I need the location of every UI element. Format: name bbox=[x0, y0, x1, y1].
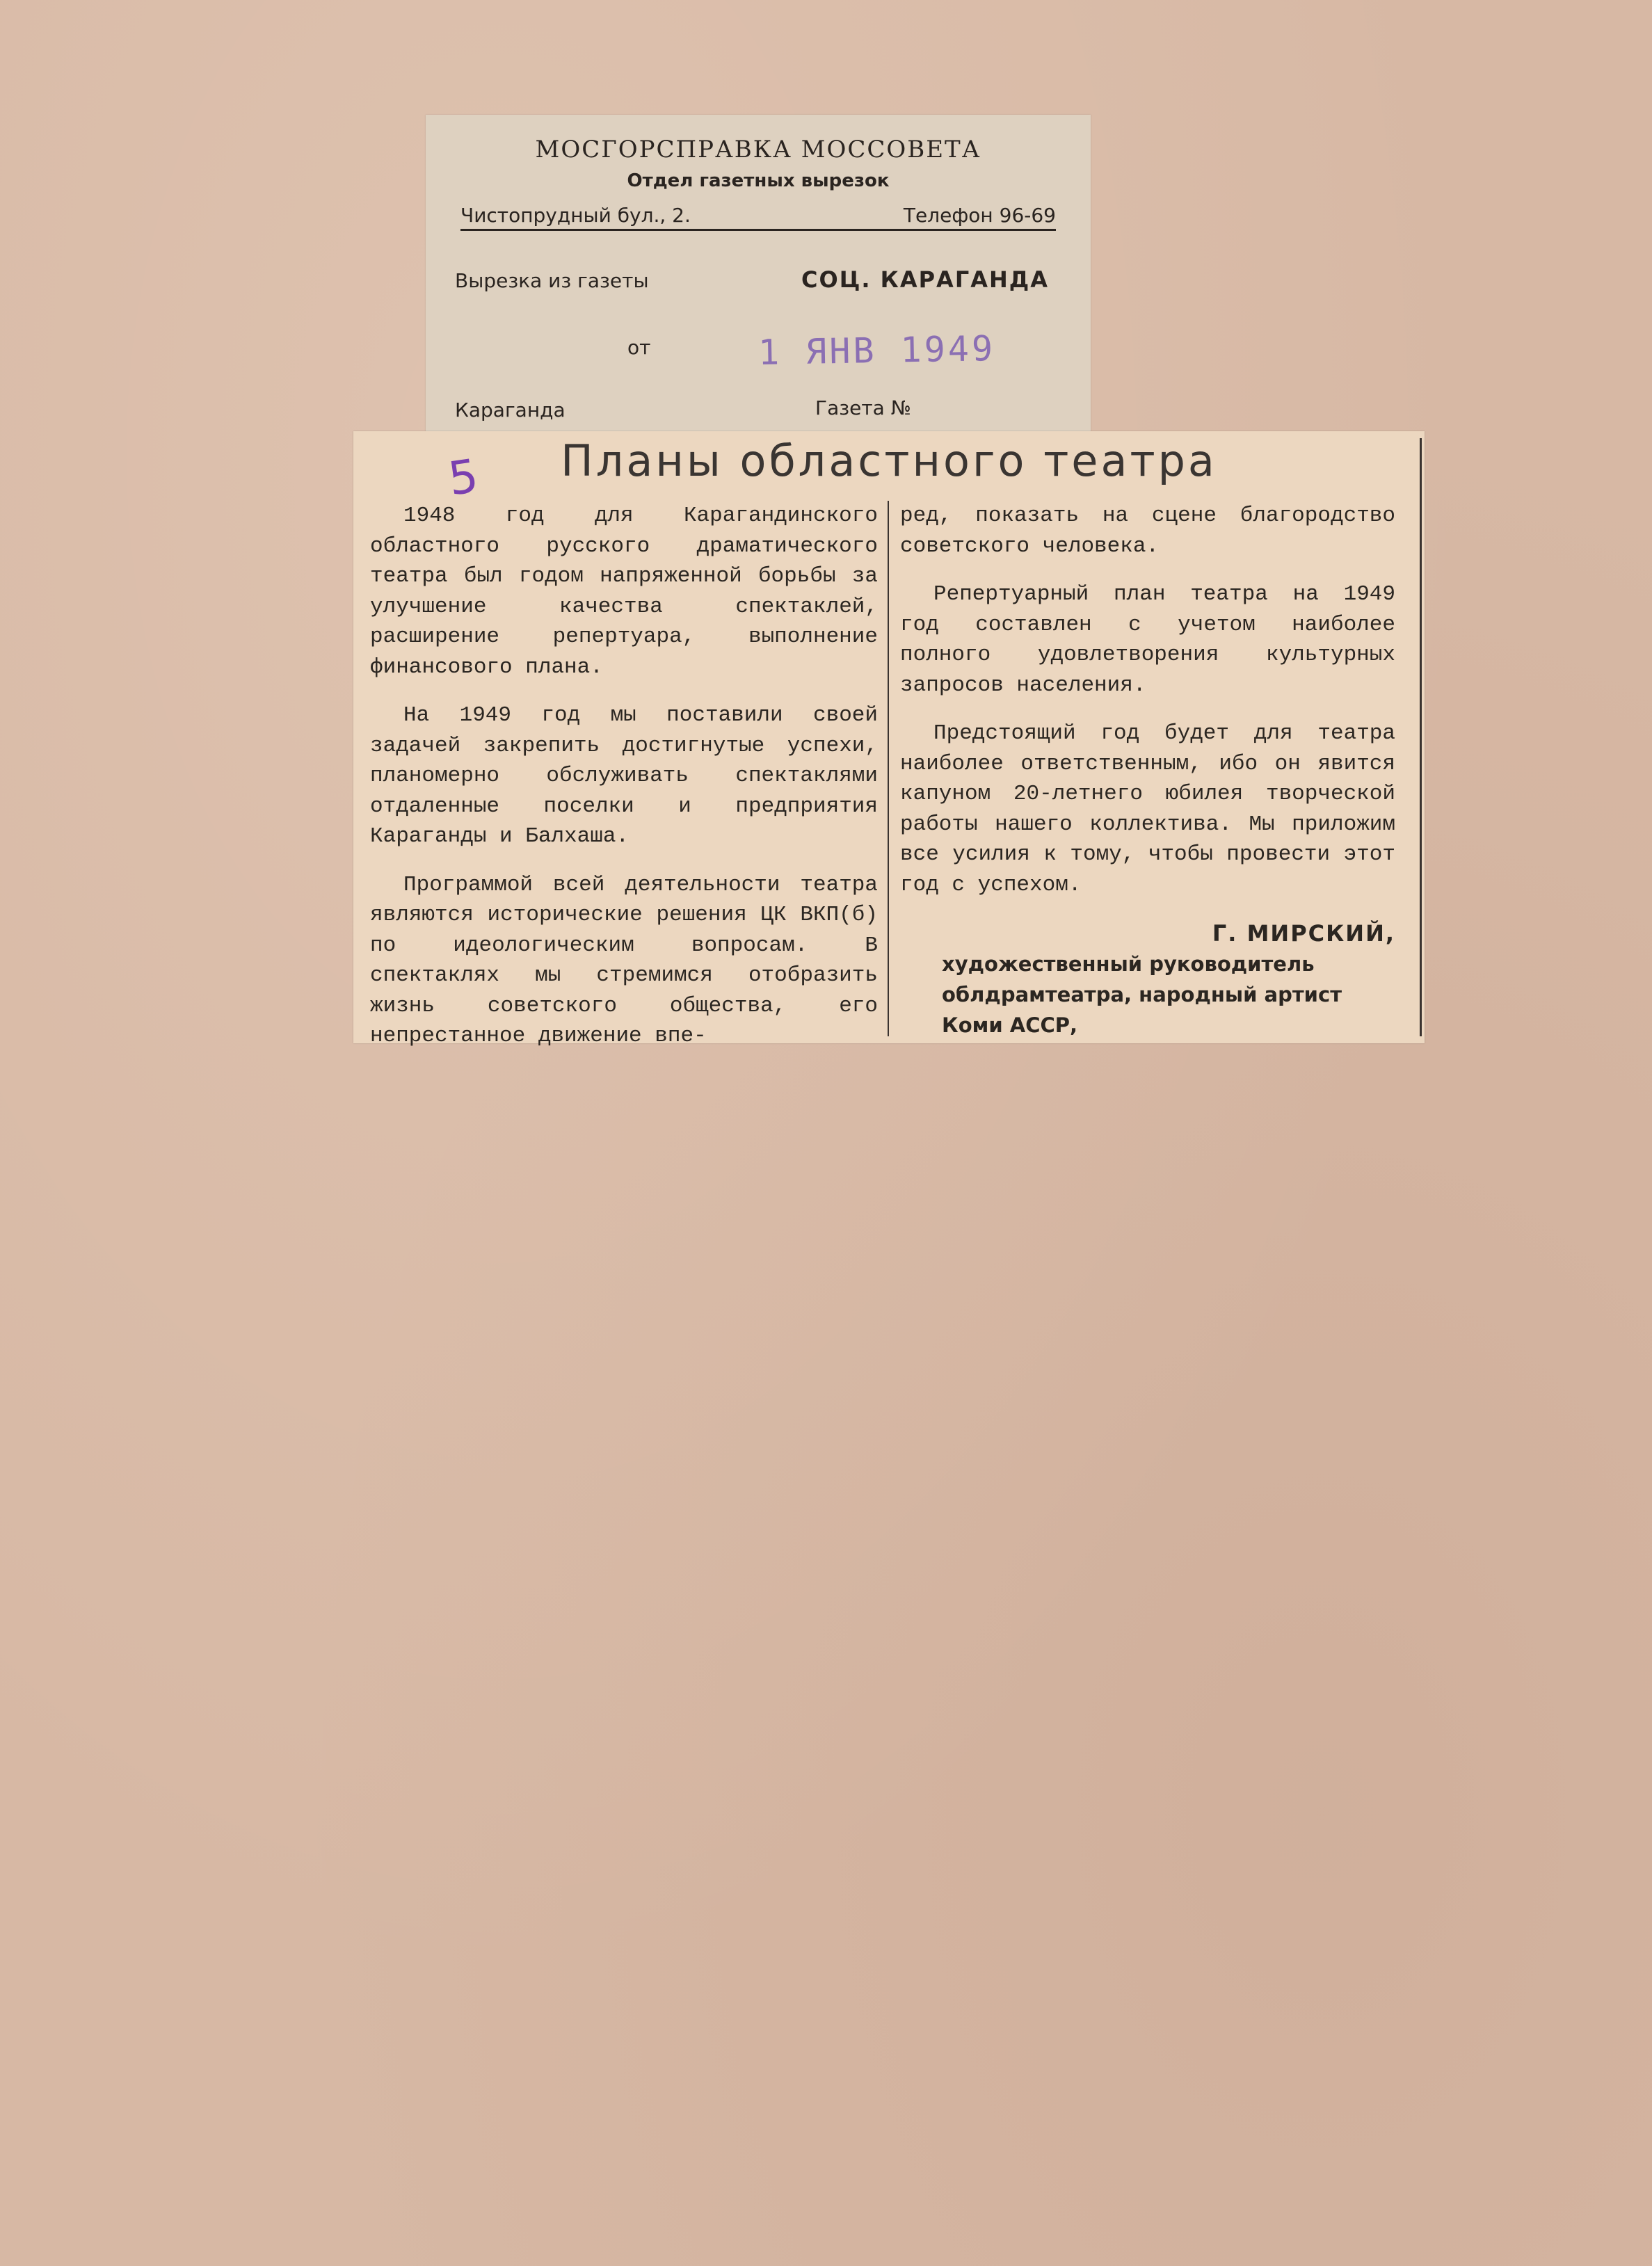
article-right-column bbox=[900, 501, 1395, 1040]
issue-label: Газета № bbox=[815, 396, 911, 419]
author-name: Г. МИРСКИЙ, bbox=[1212, 920, 1395, 947]
clipping-edge-line bbox=[1420, 438, 1422, 1036]
article-left-column bbox=[370, 501, 878, 1070]
phone: Телефон 96-69 bbox=[903, 204, 1056, 227]
article-signature bbox=[900, 918, 1395, 1040]
article-paragraph: Репертуарный план театра на 1949 год составлен с учетом наиболее полного удовлетворения культурных запросов населения. bbox=[900, 582, 1395, 698]
column-divider bbox=[888, 501, 889, 1036]
author-title: художественный руководитель облдрамтеатра, народный артист Коми АССР, bbox=[942, 952, 1342, 1037]
department-name: Отдел газетных вырезок bbox=[627, 170, 890, 191]
clipping-label: Вырезка из газеты bbox=[455, 269, 649, 292]
newspaper-name: СОЦ. КАРАГАНДА bbox=[801, 266, 1050, 293]
article-paragraph-continued: ред, показать на сцене благородство советского человека. bbox=[900, 504, 1395, 559]
article-paragraph: Программой всей деятельности театра являются исторические решения ЦК ВКП(б) по идеологическим вопросам. В спектаклях мы стремимся отобразить жизнь советского общества, его непрестанное движение впе- bbox=[370, 872, 878, 1048]
article-paragraph: На 1949 год мы поставили своей задачей закрепить достигнутые успехи, планомерно обслуживать спектаклями отдаленные поселки и предприятия Караганды и Балхаша. bbox=[370, 703, 878, 849]
clipping-bureau-header bbox=[426, 115, 1091, 442]
date-stamp: 1 ЯНВ 1949 bbox=[757, 328, 996, 373]
org-title: МОСГОРСПРАВКА МОССОВЕТА bbox=[535, 136, 981, 163]
newspaper-clipping bbox=[353, 431, 1425, 1048]
article-headline: Планы областного театра bbox=[561, 435, 1217, 486]
article-paragraph: Предстоящий год будет для театра наиболее ответственным, ибо он явится капуном 20-летнего юбилея творческой работы нашего коллектива. Мы приложим все усилия к тому, чтобы провести этот год с успехом. bbox=[900, 721, 1395, 897]
from-label-text: от bbox=[627, 336, 651, 359]
address-row bbox=[460, 200, 1056, 231]
article-paragraph: 1948 год для Карагандинского областного русского драматического театра был годом напряженной борьбы за улучшение качества спектаклей, расширение репертуара, выполнение финансового плана. bbox=[370, 504, 878, 680]
from-label bbox=[627, 336, 650, 359]
address: Чистопрудный бул., 2. bbox=[460, 204, 691, 227]
pencil-annotation: 5 bbox=[444, 449, 482, 506]
city-label: Караганда bbox=[455, 399, 566, 421]
